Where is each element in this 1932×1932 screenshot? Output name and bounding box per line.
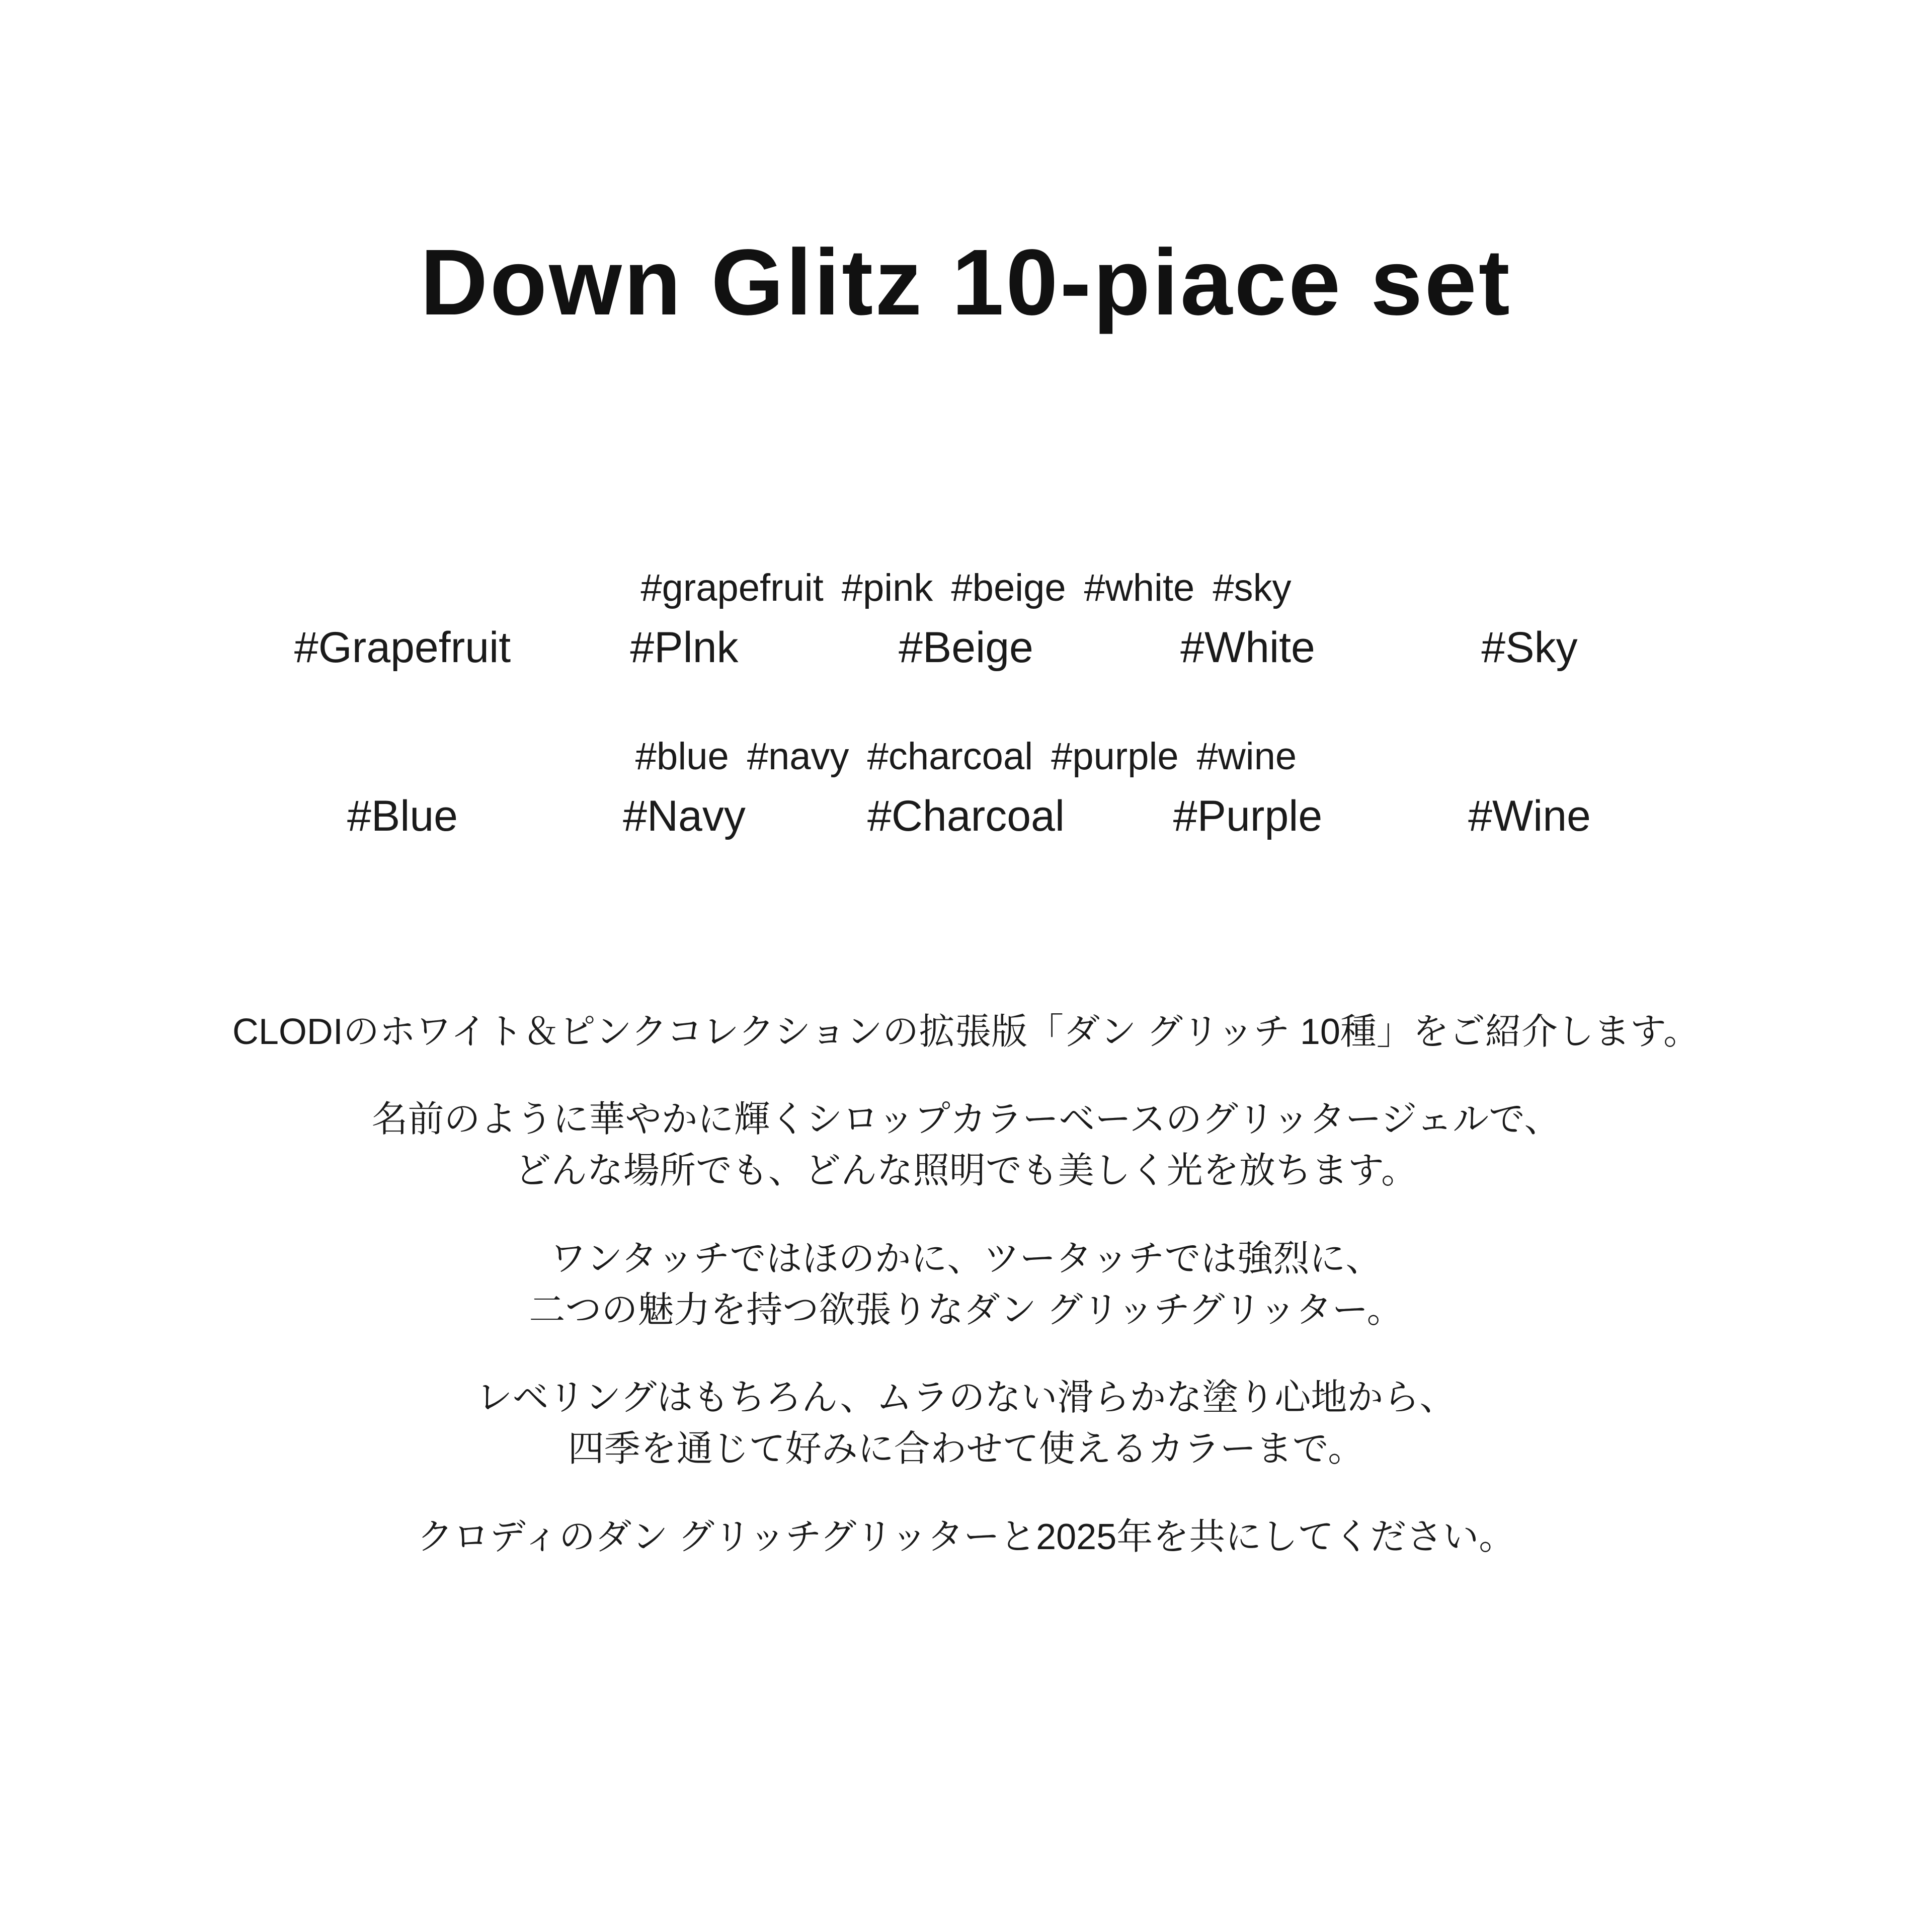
description-line: 二つの魅力を持つ欲張りなダン グリッチグリッター。 bbox=[529, 1290, 1403, 1330]
color-tag-large: #Beige bbox=[899, 623, 1033, 672]
color-tag-small: #pink bbox=[841, 567, 933, 609]
description-line: 四季を通じて好みに合わせて使えるカラーまで。 bbox=[568, 1429, 1364, 1470]
color-tag-large: #Plnk bbox=[630, 623, 739, 672]
color-tag-large: #Wine bbox=[1468, 792, 1591, 840]
color-tags-small-row-1 bbox=[0, 566, 1932, 610]
description-paragraph-1 bbox=[0, 1006, 1932, 1058]
color-group-row-1 bbox=[0, 566, 1932, 673]
description-block bbox=[0, 1006, 1932, 1563]
color-tag-small: #navy bbox=[747, 735, 849, 778]
color-tags-large-row-2 bbox=[0, 791, 1932, 841]
color-tag-small: #sky bbox=[1213, 567, 1292, 609]
description-paragraph-2 bbox=[0, 1094, 1932, 1196]
description-line: 名前のように華やかに輝くシロップカラーベースのグリッタージェルで、 bbox=[371, 1099, 1561, 1140]
color-tag-large: #Sky bbox=[1481, 623, 1578, 672]
color-tag-large: #Blue bbox=[347, 792, 458, 840]
color-tags-small-row-2 bbox=[0, 735, 1932, 778]
color-tag-large: #White bbox=[1180, 623, 1315, 672]
color-tag-large: #Charcoal bbox=[867, 792, 1065, 840]
description-line: どんな場所でも、どんな照明でも美しく光を放ちます。 bbox=[514, 1151, 1418, 1191]
color-tag-small: #wine bbox=[1196, 735, 1297, 778]
color-tag-small: #blue bbox=[635, 735, 729, 778]
color-tag-small: #charcoal bbox=[867, 735, 1033, 778]
color-group-row-2 bbox=[0, 735, 1932, 841]
color-tag-small: #grapefruit bbox=[640, 567, 824, 609]
color-tags-large-row-1 bbox=[0, 623, 1932, 673]
color-tag-small: #beige bbox=[951, 567, 1066, 609]
color-tag-large: #Grapefruit bbox=[294, 623, 511, 672]
color-tag-small: #white bbox=[1084, 567, 1195, 609]
description-line: レベリングはもちろん、ムラのない滑らかな塗り心地から、 bbox=[476, 1378, 1456, 1418]
description-line: クロディのダン グリッチグリッターと2025年を共にしてください。 bbox=[417, 1516, 1515, 1557]
description-line: CLODIのホワイト＆ピンクコレクションの拡張版「ダン グリッチ 10種」をご紹介します。 bbox=[232, 1012, 1700, 1052]
color-tag-small: #purple bbox=[1051, 735, 1179, 778]
color-tag-large: #Navy bbox=[623, 792, 746, 840]
description-paragraph-3 bbox=[0, 1233, 1932, 1336]
description-paragraph-4 bbox=[0, 1372, 1932, 1475]
color-tag-large: #Purple bbox=[1173, 792, 1323, 840]
page-title: Down Glitz 10-piace set bbox=[420, 230, 1512, 335]
description-paragraph-5 bbox=[0, 1511, 1932, 1563]
description-line: ワンタッチではほのかに、ツータッチでは強烈に、 bbox=[550, 1238, 1382, 1279]
